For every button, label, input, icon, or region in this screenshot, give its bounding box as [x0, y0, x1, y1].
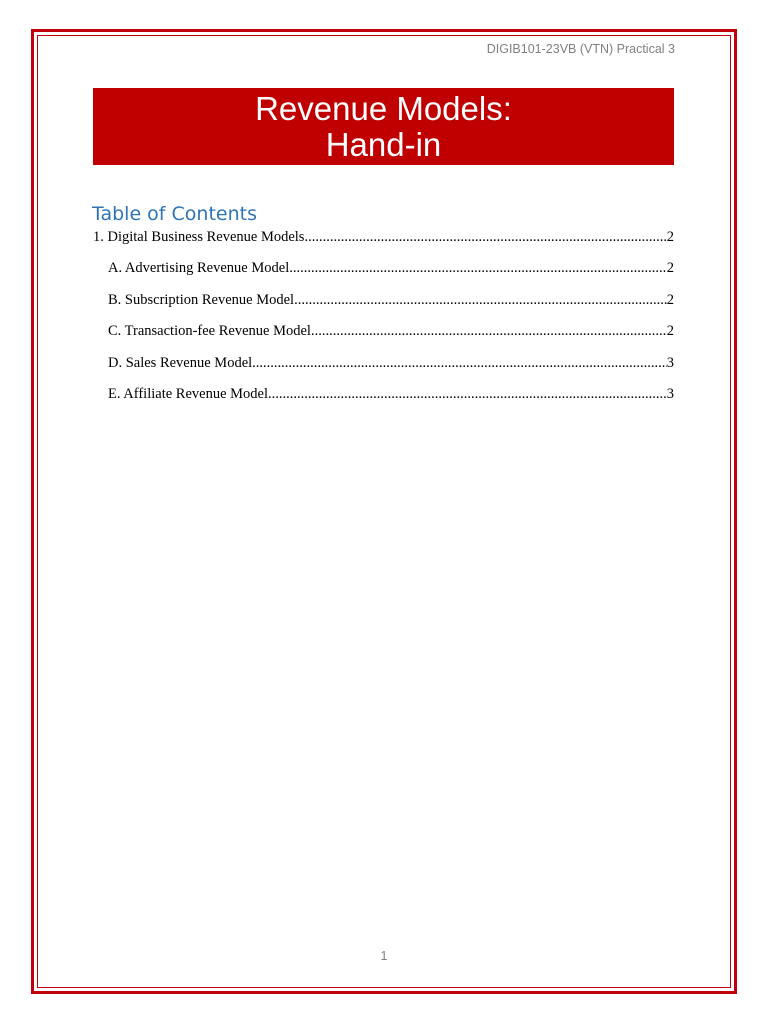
toc-entry-sales[interactable] — [108, 355, 674, 375]
page-border-inner — [37, 35, 731, 988]
title-banner — [93, 88, 674, 165]
header-course-code: DIGIB101-23VB (VTN) Practical 3 — [486, 42, 675, 56]
toc-entry-label: C. Transaction-fee Revenue Model — [108, 323, 311, 339]
toc-heading: Table of Contents — [92, 203, 257, 225]
toc-leader-dots — [268, 386, 667, 403]
toc-leader-dots — [304, 229, 666, 246]
toc-entry-subscription[interactable] — [108, 292, 674, 312]
toc-entry-label: B. Subscription Revenue Model — [108, 292, 295, 308]
title-line-2: Hand-in — [325, 125, 442, 163]
toc-entry-label: A. Advertising Revenue Model — [108, 260, 290, 276]
toc-entry-advertising[interactable] — [108, 260, 674, 280]
toc-leader-dots — [311, 323, 667, 340]
toc-entry-page: 2 — [666, 229, 674, 245]
toc-entry-page: 3 — [666, 386, 674, 402]
toc-entry-page: 3 — [666, 355, 674, 371]
toc-leader-dots — [294, 292, 667, 309]
toc-entry-label: D. Sales Revenue Model — [108, 355, 253, 371]
toc-entry-page: 2 — [666, 292, 674, 308]
toc-leader-dots — [252, 355, 667, 372]
toc-entry-label: 1. Digital Business Revenue Models — [93, 229, 305, 245]
footer-page-number: 1 — [380, 949, 388, 963]
toc-entry-affiliate[interactable] — [108, 386, 674, 406]
toc-entry-digital-business[interactable] — [93, 229, 674, 249]
title-line-1: Revenue Models: — [255, 89, 512, 127]
toc-entry-page: 2 — [666, 260, 674, 276]
toc-leader-dots — [289, 260, 667, 277]
toc-entry-label: E. Affiliate Revenue Model — [108, 386, 268, 402]
toc-entry-page: 2 — [666, 323, 674, 339]
toc-entry-transaction-fee[interactable] — [108, 323, 674, 343]
